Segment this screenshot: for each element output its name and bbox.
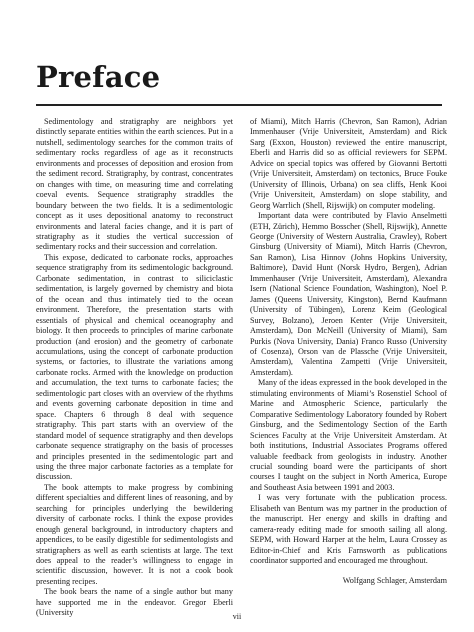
paragraph: I was very fortunate with the publication process. Elisabeth van Bentum was my partner in the production of the manuscript. Her energy and skills in drafting and camera-ready editing made for smooth sailing all along. SEPM, with Howard Harper at the helm, Laura Crossey as Editor-in-Chief and Kris Farnsworth as publications coordinator supported and encouraged me throughout. bbox=[250, 493, 447, 566]
left-column bbox=[36, 117, 233, 619]
paragraph: Many of the ideas expressed in the book developed in the stimulating environments of Miami’s Rosenstiel School of Marine and Atmospheric Science, particularly the Comparative Sedimentology Laboratory founded by Robert Ginsburg, and the Sedimentology Section of the Earth Sciences Faculty at the Vrije Universiteit Amsterdam. At both institutions, Industrial Associates Programs offered valuable feedback from geologists in industry. Another crucial sounding board were the participants of short courses I taught on the subject in North America, Europe and Southeast Asia between 1991 and 2003. bbox=[250, 378, 447, 492]
page-number: vii bbox=[232, 612, 242, 621]
page-title: Preface bbox=[36, 60, 161, 94]
paragraph: of Miami), Mitch Harris (Chevron, San Ramon), Adrian Immenhauser (Vrije Universiteit, Amsterdam) and Rick Sarg (Exxon, Houston) reviewed the entire manuscript, Eberli and Harris did so as official reviewers for SEPM. Advice on special topics was offered by Giovanni Bertotti (Vrije Universiteit, Amsterdam) on tectonics, Bruce Fouke (University of Illinois, Urbana) on sea cliffs, Henk Kooi (Vrije Universiteit, Amsterdam) on slope stability, and Georg Warrlich (Shell, Rijswijk) on computer modeling. bbox=[250, 117, 447, 210]
paragraph: This expose, dedicated to carbonate rocks, approaches sequence stratigraphy from its sedimentologic background. Carbonate sedimentation, in contrast to siliciclastic sedimentation, is largely governed by chemistry and biota of the ocean and thus intimately tied to the ocean environment. Therefore, the presentation starts with essentials of physical and chemical oceanography and biology. It then proceeds to principles of marine carbonate production (and erosion) and the geometry of carbonate accumulations, using the concept of carbonate production systems, or factories, to illustrate the variations among carbonate rocks. Armed with the knowledge on production and accumulation, the text turns to carbonate facies; the sedimentologic part closes with an overview of the rhythms and events governing carbonate deposition in time and space. Chapters 6 through 8 deal with sequence stratigraphy. This part starts with an overview of the standard model of sequence stratigraphy and then develops carbonate sequence stratigraphy on the basis of processes and principles presented in the sedimentologic part and using the three major carbonate factories as a template for discussion. bbox=[36, 252, 233, 482]
author-signature: Wolfgang Schlager, Amsterdam bbox=[342, 576, 447, 586]
right-column bbox=[250, 117, 447, 587]
paragraph: Important data were contributed by Flavio Anselmetti (ETH, Zürich), Hemmo Bosscher (Shell, Rijswijk), Annette George (University of Western Australia, Crawley), Robert Ginsburg (University of Miami), Mitch Harris (Chevron, San Ramon), Lisa Hinnov (Johns Hopkins University, Baltimore), David Hunt (Norsk Hydro, Bergen), Adrian Immenhauser (Vrije Universiteit, Amsterdam), Alexandra Isern (National Science Foundation, Washington), Noel P. James (Queens University, Kingston), Bernd Kaufmann (University of Tübingen), Lorenz Keim (Geological Survey, Bolzano), Jeroen Kenter (Vrije Universiteit, Amsterdam), Don McNeill (University of Miami), Sam Purkis (Nova University, Dania) Franco Russo (University of Cosenza), Orson van de Plassche (Vrije Universiteit, Amsterdam), Valentina Zampetti (Vrije Universiteit, Amsterdam). bbox=[250, 211, 447, 377]
paragraph: The book bears the name of a single author but many have supported me in the endeavor. Gregor Eberli (University bbox=[36, 587, 233, 618]
title-rule bbox=[36, 104, 442, 106]
paragraph: Sedimentology and stratigraphy are neighbors yet distinctly separate entities within the earth sciences. Put in a nutshell, sedimentology searches for the common traits of sedimentary rocks regardless of age as it reconstructs environments and processes of deposition and erosion from the sediment record. Stratigraphy, by contrast, concentrates on changes with time, on measuring time and correlating coeval events. Sequence stratigraphy straddles the boundary between the two fields. It is a sedimentologic concept as it uses depositional anatomy to reconstruct environments and lateral facies change, and it is part of stratigraphy as it studies the vertical succession of sedimentary rocks and their succession and correlation. bbox=[36, 117, 233, 252]
paragraph: The book attempts to make progress by combining different specialties and different lines of reasoning, and by searching for principles underlying the bewildering diversity of carbonate rocks. I think the expose provides enough general background, in introductory chapters and appendices, to be easily digestible for sedimentologists and stratigraphers as well as earth scientists at large. The text does appeal to the reader’s willingness to engage in scientific discussion, however. It is not a cook book presenting recipes. bbox=[36, 482, 233, 586]
